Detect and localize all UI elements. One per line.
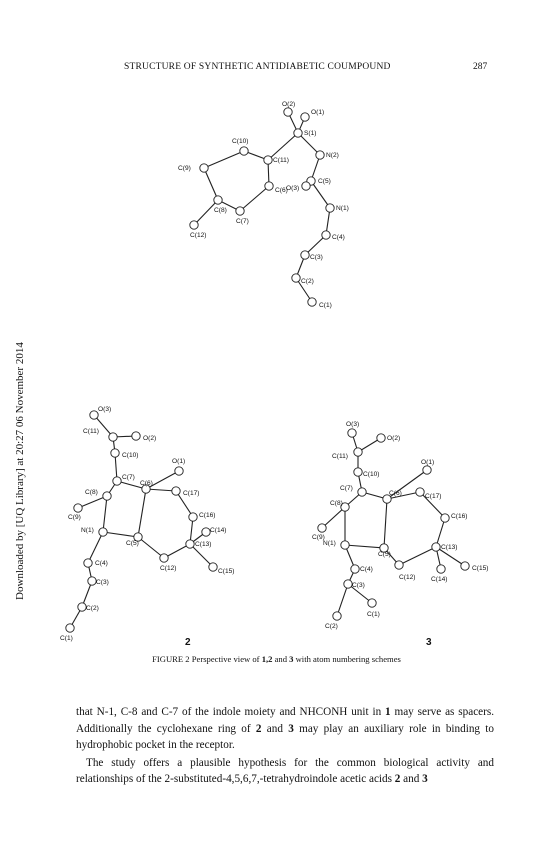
atom-node	[354, 468, 362, 476]
bond	[384, 499, 387, 548]
atom-node	[172, 487, 180, 495]
atom-node	[308, 298, 316, 306]
molecule-2-number: 2	[185, 637, 191, 648]
atom-node	[90, 411, 98, 419]
atom-label: O(1)	[421, 459, 435, 466]
atom-node	[395, 561, 403, 569]
p1-text-3: and	[261, 722, 289, 735]
atom-node	[294, 129, 302, 137]
atom-label: O(3)	[286, 185, 300, 192]
atom-label: O(1)	[311, 109, 325, 116]
p2-text-1: The study offers a plausible hypothesis for the common biological activity and relationships of the 2-substituted-4,5,6,7,-tetrahydroindole acetic acids	[76, 756, 494, 785]
atom-label: C(1)	[60, 635, 73, 642]
atom-label: C(5)	[126, 540, 139, 547]
p2-text-2: and	[400, 773, 423, 785]
atom-node	[265, 182, 273, 190]
atom-label: N(1)	[323, 540, 336, 547]
atom-label: N(1)	[336, 205, 349, 212]
bond	[322, 507, 345, 528]
atom-label: C(5)	[318, 178, 331, 185]
molecule-1-diagram	[178, 101, 349, 309]
figure-caption	[0, 654, 553, 664]
atom-label: C(12)	[399, 574, 416, 581]
atom-label: C(8)	[214, 207, 227, 214]
atom-node	[301, 113, 309, 121]
atom-label: C(1)	[367, 611, 380, 618]
atom-node	[113, 477, 121, 485]
atom-label: C(5)	[378, 551, 391, 558]
body-text	[76, 704, 494, 788]
atom-label: O(2)	[387, 435, 401, 442]
atom-label: C(11)	[83, 428, 99, 435]
atom-label: N(1)	[81, 527, 94, 534]
bond	[204, 151, 244, 168]
molecule-3-number: 3	[426, 637, 432, 648]
atom-label: C(1)	[319, 302, 332, 309]
atom-label: C(2)	[325, 623, 338, 630]
atom-node	[78, 603, 86, 611]
atom-node	[322, 231, 330, 239]
atom-label: C(17)	[183, 490, 200, 497]
atom-label: C(7)	[122, 474, 135, 481]
atom-node	[348, 429, 356, 437]
p1-bold-2: 2	[255, 722, 262, 735]
atom-node	[316, 151, 324, 159]
atom-label: C(10)	[363, 471, 380, 478]
atom-label: C(2)	[86, 605, 99, 612]
bond	[138, 489, 146, 537]
paragraph-1	[76, 704, 494, 754]
atom-label: C(13)	[441, 544, 458, 551]
atom-node	[437, 565, 445, 573]
atom-label: C(8)	[85, 489, 98, 496]
atom-node	[358, 488, 366, 496]
p1-text-1: that N-1, C-8 and C-7 of the indole moiety and NHCONH unit in	[76, 706, 386, 718]
p1-text-2: may serve as spacers. Additionally the cyclohexane ring of	[76, 706, 494, 735]
bond	[78, 496, 107, 508]
bond	[240, 186, 269, 211]
atom-label: C(12)	[190, 232, 207, 239]
bond	[88, 532, 103, 563]
atom-label: O(2)	[282, 101, 296, 108]
atom-label: S(1)	[304, 130, 317, 137]
atom-label: C(4)	[360, 566, 373, 573]
atom-node	[236, 207, 244, 215]
atom-label: C(3)	[352, 582, 365, 589]
atom-node	[368, 599, 376, 607]
atom-node	[160, 554, 168, 562]
bond	[103, 496, 107, 532]
caption-prefix: FIGURE 2 Perspective view of	[152, 654, 262, 664]
atom-node	[99, 528, 107, 536]
running-title: STRUCTURE OF SYNTHETIC ANTIDIABETIC COUMPOUND	[124, 62, 391, 72]
atom-node	[344, 580, 352, 588]
atom-label: O(1)	[172, 458, 186, 465]
atom-label: C(9)	[178, 165, 191, 172]
atom-label: C(6)	[275, 187, 288, 194]
atom-label: O(3)	[98, 406, 112, 413]
atom-label: C(2)	[301, 278, 314, 285]
atom-label: C(6)	[389, 490, 402, 497]
atom-node	[351, 565, 359, 573]
atom-label: C(13)	[195, 541, 212, 548]
atom-label: C(4)	[332, 234, 345, 241]
atom-node	[111, 449, 119, 457]
p2-bold-2: 3	[422, 773, 428, 785]
atom-node	[74, 504, 82, 512]
atom-node	[103, 492, 111, 500]
atom-node	[109, 433, 117, 441]
atom-node	[441, 514, 449, 522]
atom-label: C(11)	[332, 453, 348, 460]
p1-bold-3: 3	[288, 722, 294, 735]
atom-label: C(3)	[96, 579, 109, 586]
atom-label: C(6)	[140, 480, 153, 487]
atom-label: C(7)	[236, 218, 249, 225]
atom-label: C(10)	[122, 452, 139, 459]
atom-node	[292, 274, 300, 282]
atom-node	[189, 513, 197, 521]
bond	[345, 545, 384, 548]
atom-label: C(9)	[312, 534, 325, 541]
atom-label: O(2)	[143, 435, 157, 442]
bond	[311, 181, 330, 208]
atom-node	[186, 540, 194, 548]
atom-node	[432, 543, 440, 551]
bond	[399, 547, 436, 565]
atom-node	[377, 434, 385, 442]
atom-node	[84, 559, 92, 567]
molecule-2-diagram	[60, 406, 235, 642]
atom-node	[240, 147, 248, 155]
atom-label: C(12)	[160, 565, 177, 572]
bond	[268, 133, 298, 160]
atom-node	[264, 156, 272, 164]
atom-label: C(4)	[95, 560, 108, 567]
atom-node	[202, 528, 210, 536]
page-number: 287	[473, 62, 488, 72]
atom-node	[190, 221, 198, 229]
p1-bold-1: 1	[385, 706, 391, 718]
atom-node	[423, 466, 431, 474]
atom-node	[301, 251, 309, 259]
atom-label: C(10)	[232, 138, 249, 145]
atom-node	[132, 432, 140, 440]
atom-label: C(14)	[431, 576, 448, 583]
atom-node	[341, 541, 349, 549]
atom-node	[354, 448, 362, 456]
atom-label: C(17)	[425, 493, 442, 500]
caption-bold-2: 3	[289, 654, 294, 664]
paragraph-2	[76, 755, 494, 788]
atom-label: C(16)	[199, 512, 216, 519]
atom-node	[333, 612, 341, 620]
bond	[337, 584, 348, 616]
p1-text-4: may play an auxiliary role in binding to hydrophobic pocket in the receptor.	[76, 722, 494, 751]
download-watermark: Downloaded by [UQ Library] at 20:27 06 November 2014	[14, 342, 26, 600]
bond	[103, 532, 138, 537]
atom-label: C(16)	[451, 513, 468, 520]
atom-node	[284, 108, 292, 116]
atom-node	[88, 577, 96, 585]
bond	[204, 168, 218, 200]
bond	[138, 537, 164, 558]
atom-node	[214, 196, 222, 204]
caption-bold-1: 1,2	[261, 654, 273, 664]
atom-node	[326, 204, 334, 212]
atom-label: O(3)	[346, 421, 360, 428]
caption-suffix: with atom numbering schemes	[293, 654, 401, 664]
atom-label: C(15)	[472, 565, 489, 572]
atom-label: C(3)	[310, 254, 323, 261]
atom-node	[461, 562, 469, 570]
p2-bold-1: 2	[394, 773, 401, 785]
atom-label: N(2)	[326, 152, 339, 159]
atom-node	[200, 164, 208, 172]
atom-label: C(7)	[340, 485, 353, 492]
atom-node	[302, 182, 310, 190]
atom-label: C(15)	[218, 568, 235, 575]
molecule-3-diagram	[312, 421, 489, 630]
atom-label: C(11)	[273, 157, 289, 164]
atom-node	[209, 563, 217, 571]
atom-label: C(14)	[210, 527, 227, 534]
atom-node	[318, 524, 326, 532]
atom-node	[66, 624, 74, 632]
atom-label: C(9)	[68, 514, 81, 521]
caption-middle: and	[272, 654, 290, 664]
atom-label: C(8)	[330, 500, 343, 507]
atom-node	[416, 488, 424, 496]
atom-node	[175, 467, 183, 475]
